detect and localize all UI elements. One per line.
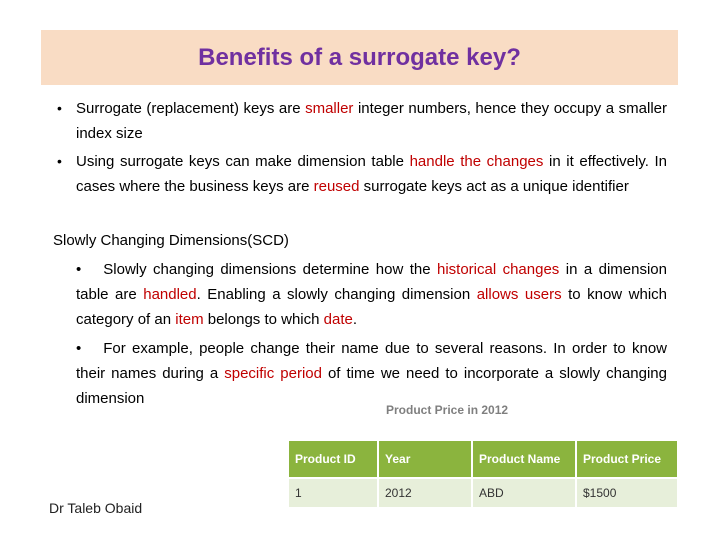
table-cell: 1 bbox=[289, 478, 378, 507]
text-run: surrogate keys act as a unique identifier bbox=[359, 178, 629, 195]
text-run: to know which category of an bbox=[76, 286, 667, 328]
bullet-item-2 bbox=[76, 149, 667, 199]
highlight-text: historical changes bbox=[436, 261, 560, 278]
column-header: Year bbox=[378, 441, 472, 478]
highlight-text: date bbox=[323, 311, 353, 328]
highlight-text: handle the changes bbox=[409, 153, 544, 170]
highlight-text: allows users bbox=[476, 286, 562, 303]
footer-author: Dr Taleb Obaid bbox=[49, 500, 143, 516]
text-run: belongs to which bbox=[203, 311, 324, 328]
column-header: Product ID bbox=[289, 441, 378, 478]
bullet-marker: • bbox=[76, 340, 82, 357]
text-run: . bbox=[352, 311, 358, 328]
highlight-text: item bbox=[175, 311, 204, 328]
bullet-marker: • bbox=[57, 153, 62, 169]
table-cell: ABD bbox=[472, 478, 576, 507]
text-run: Slowly changing dimensions determine how the bbox=[103, 261, 437, 278]
column-header: Product Name bbox=[472, 441, 576, 478]
text-run: in it effectively. In cases where the business keys are bbox=[76, 153, 667, 195]
text-run: in a dimension table are bbox=[76, 261, 667, 303]
bullet-item-1 bbox=[76, 96, 667, 146]
highlight-text: handled bbox=[143, 286, 197, 303]
text-run: integer numbers, hence they occupy a smaller index size bbox=[76, 100, 667, 142]
slide-title: Benefits of a surrogate key? bbox=[198, 43, 521, 71]
text-run: Surrogate (replacement) keys are bbox=[76, 100, 306, 117]
highlight-text: reused bbox=[313, 178, 360, 195]
text-run: For example, people change their name due to several reasons. In order to know their names during a bbox=[76, 340, 667, 382]
text-run: . Enabling a slowly changing dimension bbox=[196, 286, 477, 303]
text-run: Using surrogate keys can make dimension table bbox=[76, 153, 410, 170]
title-banner bbox=[41, 30, 678, 85]
bullet-marker: • bbox=[57, 100, 62, 116]
highlight-text: specific period bbox=[224, 365, 322, 382]
scd-bullet-2 bbox=[76, 336, 667, 411]
column-header: Product Price bbox=[576, 441, 677, 478]
text-run: of time we need to incorporate a slowly changing dimension bbox=[76, 365, 667, 407]
scd-bullet-1 bbox=[76, 257, 667, 332]
scd-heading: Slowly Changing Dimensions(SCD) bbox=[53, 232, 289, 249]
table-cell: 2012 bbox=[378, 478, 472, 507]
table-caption: Product Price in 2012 bbox=[386, 403, 509, 417]
table-row bbox=[289, 478, 677, 507]
table-header-row bbox=[289, 441, 677, 478]
bullet-marker: • bbox=[76, 261, 82, 278]
highlight-text: smaller bbox=[305, 100, 354, 117]
table-cell: $1500 bbox=[576, 478, 677, 507]
product-price-table bbox=[289, 441, 677, 507]
